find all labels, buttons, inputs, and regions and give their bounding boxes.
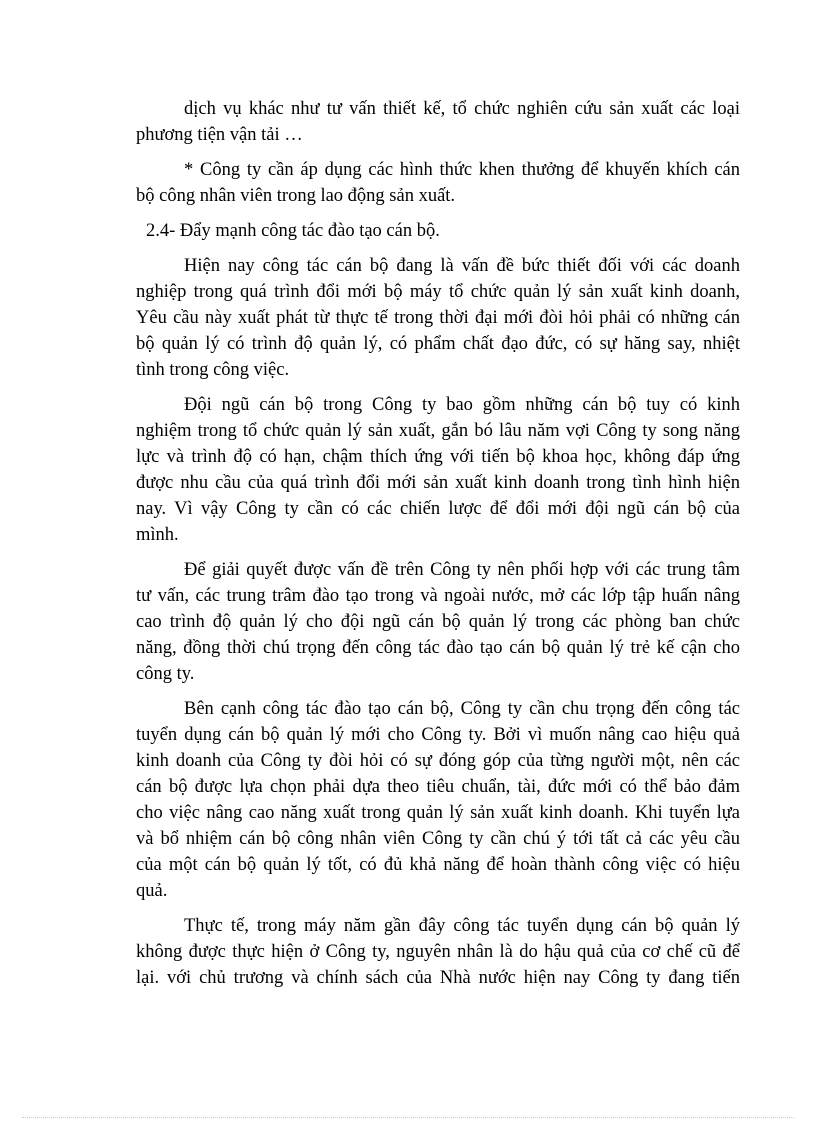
paragraph-services bbox=[136, 96, 740, 148]
page-bottom-divider bbox=[22, 1117, 794, 1118]
text-line: quả. bbox=[136, 881, 168, 901]
text-line: năng, đồng thời chú trọng đến công tác đào tạo cán bộ quản lý trẻ kế cận cho bbox=[136, 638, 740, 658]
text-line: cao trình độ quản lý cho đội ngũ cán bộ quản lý trong các phòng ban chức bbox=[136, 612, 740, 632]
text-line: nay. Vì vậy Công ty cần có các chiến lược để đổi mới đội ngũ cán bộ của bbox=[136, 499, 740, 519]
text-line: lại. với chủ trương và chính sách của Nhà nước hiện nay Công ty đang tiến bbox=[136, 968, 740, 988]
text-line: Đội ngũ cán bộ trong Công ty bao gồm những cán bộ tuy có kinh bbox=[184, 395, 740, 415]
text-line: tuyển dụng cán bộ quản lý mới cho Công ty. Bởi vì muốn nâng cao hiệu quả bbox=[136, 725, 740, 745]
text-line: Yêu cầu này xuất phát từ thực tế trong thời đại mới đòi hỏi phải có những cán bbox=[136, 308, 740, 328]
text-line: bộ quản lý có trình độ quản lý, có phẩm chất đạo đức, có sự hăng say, nhiệt bbox=[136, 334, 740, 354]
text-line: bộ công nhân viên trong lao động sản xuất. bbox=[136, 186, 456, 206]
text-line: không được thực hiện ở Công ty, nguyên nhân là do hậu quả của cơ chế cũ để bbox=[136, 942, 740, 962]
text-line: cán bộ được lựa chọn phải dựa theo tiêu chuẩn, tài, đức mới có thể bảo đảm bbox=[136, 777, 740, 797]
text-line: * Công ty cần áp dụng các hình thức khen thưởng để khuyến khích cán bbox=[184, 160, 740, 180]
text-line: cho việc nâng cao năng xuất trong quản lý sản xuất kinh doanh. Khi tuyển lựa bbox=[136, 803, 740, 823]
document-body bbox=[136, 96, 740, 991]
text-line: Bên cạnh công tác đào tạo cán bộ, Công ty cần chu trọng đến công tác bbox=[184, 699, 740, 719]
text-line: mình. bbox=[136, 525, 179, 545]
paragraph-current-state bbox=[136, 253, 740, 383]
text-line: tư vấn, các trung trâm đào tạo trong và ngoài nước, mở các lớp tập huấn nâng bbox=[136, 586, 740, 606]
text-line: lực và trình độ có hạn, chậm thích ứng với tiến bộ khoa học, không đáp ứng bbox=[136, 447, 740, 467]
text-line: Để giải quyết được vấn đề trên Công ty nên phối hợp với các trung tâm bbox=[184, 560, 740, 580]
text-line: Thực tế, trong máy năm gần đây công tác tuyển dụng cán bộ quản lý bbox=[184, 916, 740, 936]
paragraph-rewards bbox=[136, 157, 740, 209]
paragraph-staff bbox=[136, 392, 740, 548]
text-line: công ty. bbox=[136, 664, 195, 684]
section-heading: 2.4- Đẩy mạnh công tác đào tạo cán bộ. bbox=[146, 221, 440, 241]
paragraph-reality bbox=[136, 913, 740, 991]
text-line: nghiệm trong tổ chức quản lý sản xuất, gắn bó lâu năm vợi Công ty song năng bbox=[136, 421, 740, 441]
text-line: phương tiện vận tải … bbox=[136, 125, 303, 145]
text-line: tình trong công việc. bbox=[136, 360, 290, 380]
text-line: dịch vụ khác như tư vấn thiết kế, tổ chức nghiên cứu sản xuất các loại bbox=[184, 99, 740, 119]
text-line: và bổ nhiệm cán bộ công nhân viên Công ty cần chú ý tới tất cả các yêu cầu bbox=[136, 829, 740, 849]
paragraph-recruitment bbox=[136, 696, 740, 904]
text-line: được nhu cầu của quá trình đổi mới sản xuất kinh doanh trong tình hình hiện bbox=[136, 473, 740, 493]
paragraph-solution bbox=[136, 557, 740, 687]
text-line: Hiện nay công tác cán bộ đang là vấn đề bức thiết đối với các doanh bbox=[184, 256, 740, 276]
text-line: nghiệp trong quá trình đổi mới bộ máy tổ chức quản lý sản xuất kinh doanh, bbox=[136, 282, 740, 302]
text-line: kinh doanh của Công ty đòi hỏi có sự đóng góp của từng người một, nên các bbox=[136, 751, 740, 771]
text-line: của một cán bộ quản lý tốt, có đủ khả năng để hoàn thành công việc có hiệu bbox=[136, 855, 740, 875]
